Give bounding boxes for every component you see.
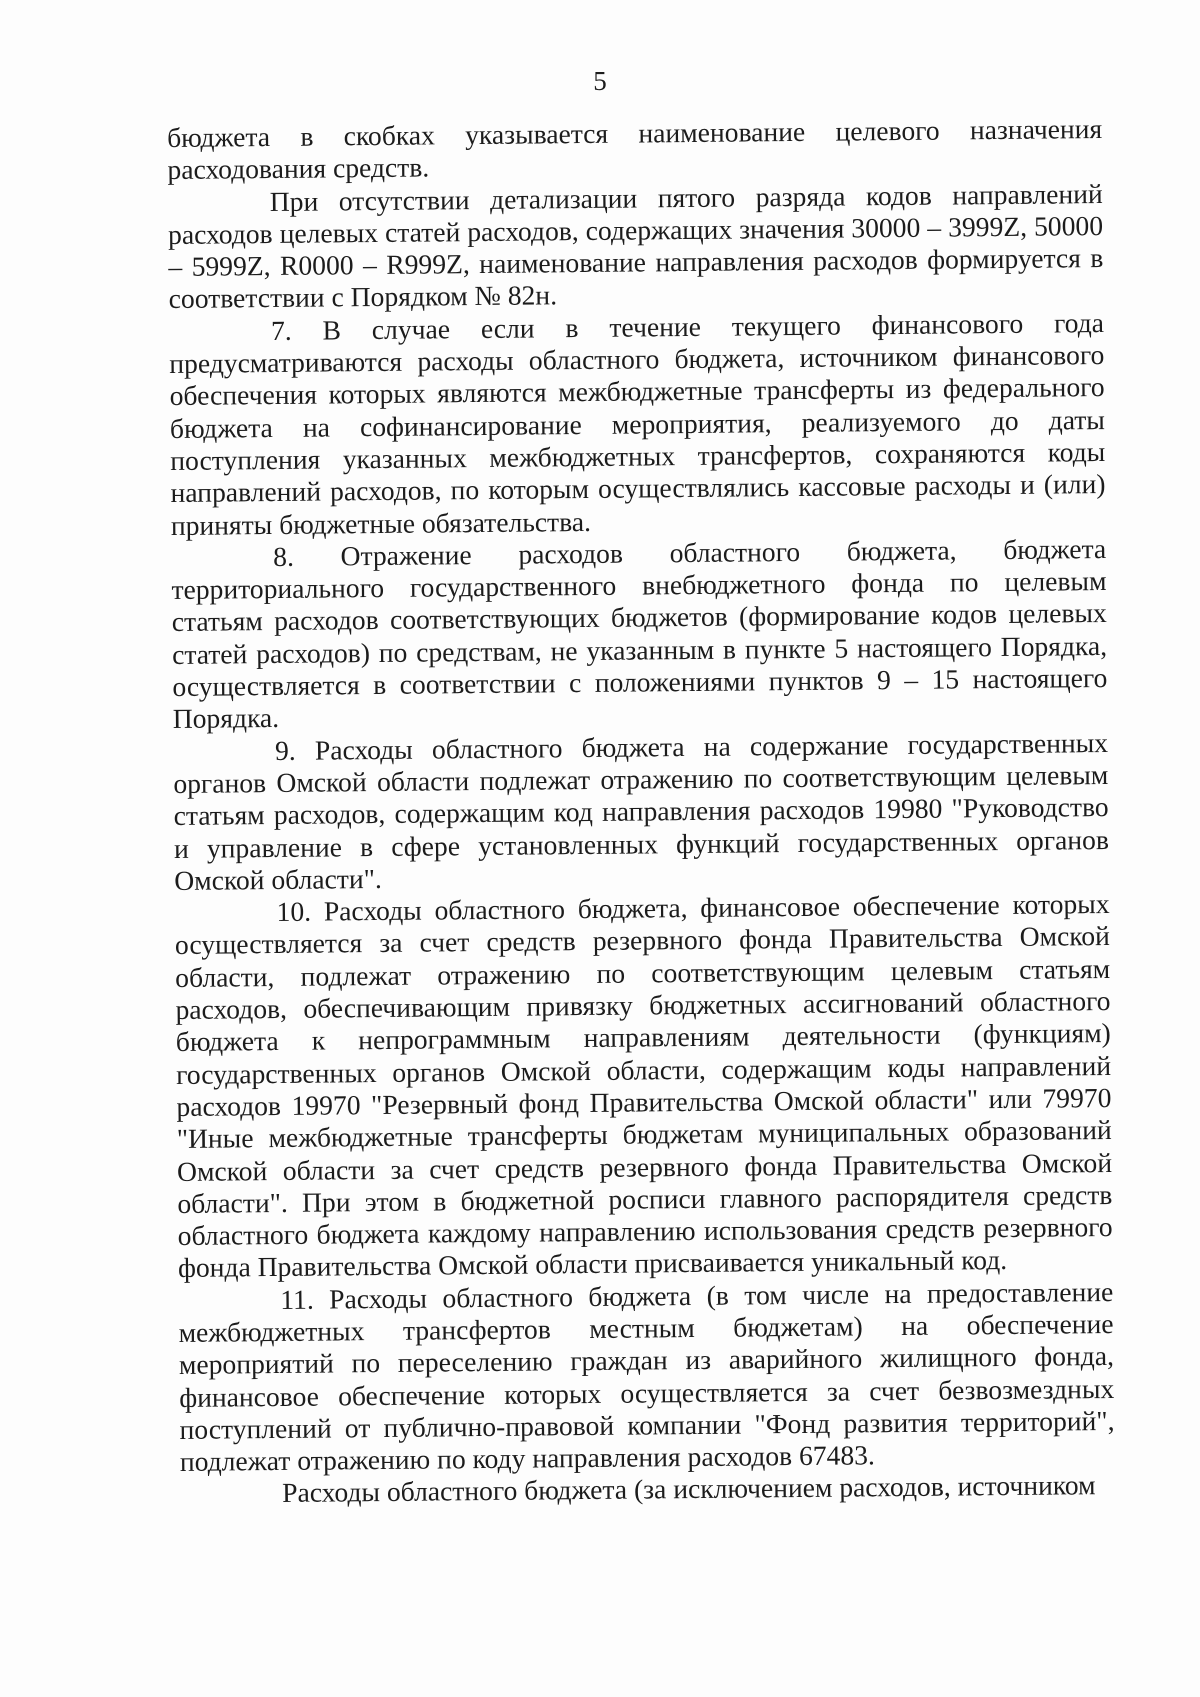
paragraph-missing-detail: При отсутствии детализации пятого разряда кодов направлений расходов целевых статей расходов, содержащих значения 30000 – 3999Z, 50000 – 5999Z, R0000 – R999Z, наименование направления расходов формируется в соответствии с Порядком № 82н. xyxy=(167,177,1104,315)
paragraph-item-10: 10. Расходы областного бюджета, финансовое обеспечение которых осуществляется за счет средств резервного фонда Правительства Омской области, подлежат отражению по соответствующим целевым статьям расходов, обеспечивающим привязку бюджетных ассигнований областного бюджета к непрограммным направлениям деятельности (функциям) государственных органов Омской области, содержащим коды направлений расходов 19970 "Резервный фонд Правительства Омской области" или 79970 "Иные межбюджетные трансферты бюджетам муниципальных образований Омской области за счет средств резервного фонда Правительства Омской области". При этом в бюджетной росписи главного распорядителя средств областного бюджета каждому направлению использования средств резервного фонда Правительства Омской области присваивается уникальный код. xyxy=(174,888,1113,1284)
paragraph-continuation: бюджета в скобках указывается наименование целевого назначения расходования средств. xyxy=(167,113,1103,186)
paragraph-item-11-continued: Расходы областного бюджета (за исключением расходов, источником xyxy=(282,1469,1096,1509)
paragraph-item-8: 8. Отражение расходов областного бюджета, бюджета территориального государственного внебюджетного фонда по целевым статьям расходов соответствующих бюджетов (формирование кодов целевых статей расходов) по средствам, не указанным в пункте 5 настоящего Порядка, осуществляется в соответствии с положениями пунктов 9 – 15 настоящего Порядка. xyxy=(171,532,1108,735)
page-number: 5 xyxy=(593,66,607,96)
document-body xyxy=(167,113,1115,1511)
paragraph-item-11: 11. Расходы областного бюджета (в том числе на предоставление межбюджетных трансфертов местным бюджетам) на обеспечение мероприятий по переселению граждан из аварийного жилищного фонда, финансовое обеспечение которых осуществляется за счет безвозмездных поступлений от публично-правовой компании "Фонд развития территорий", подлежат отражению по коду направления расходов 67483. xyxy=(178,1275,1115,1478)
paragraph-item-7: 7. В случае если в течение текущего финансового года предусматриваются расходы областного бюджета, источником финансового обеспечения которых являются межбюджетные трансферты из федерального бюджета на софинансирование мероприятия, реализуемого до даты поступления указанных межбюджетных трансфертов, сохраняются коды направлений расходов, по которым осуществлялись кассовые расходы и (или) приняты бюджетные обязательства. xyxy=(169,306,1106,541)
paragraph-item-9: 9. Расходы областного бюджета на содержание государственных органов Омской области подлежат отражению по соответствующим целевым статьям расходов, содержащим код направления расходов 19980 "Руководство и управление в сфере установленных функций государственных органов Омской области". xyxy=(173,726,1110,896)
